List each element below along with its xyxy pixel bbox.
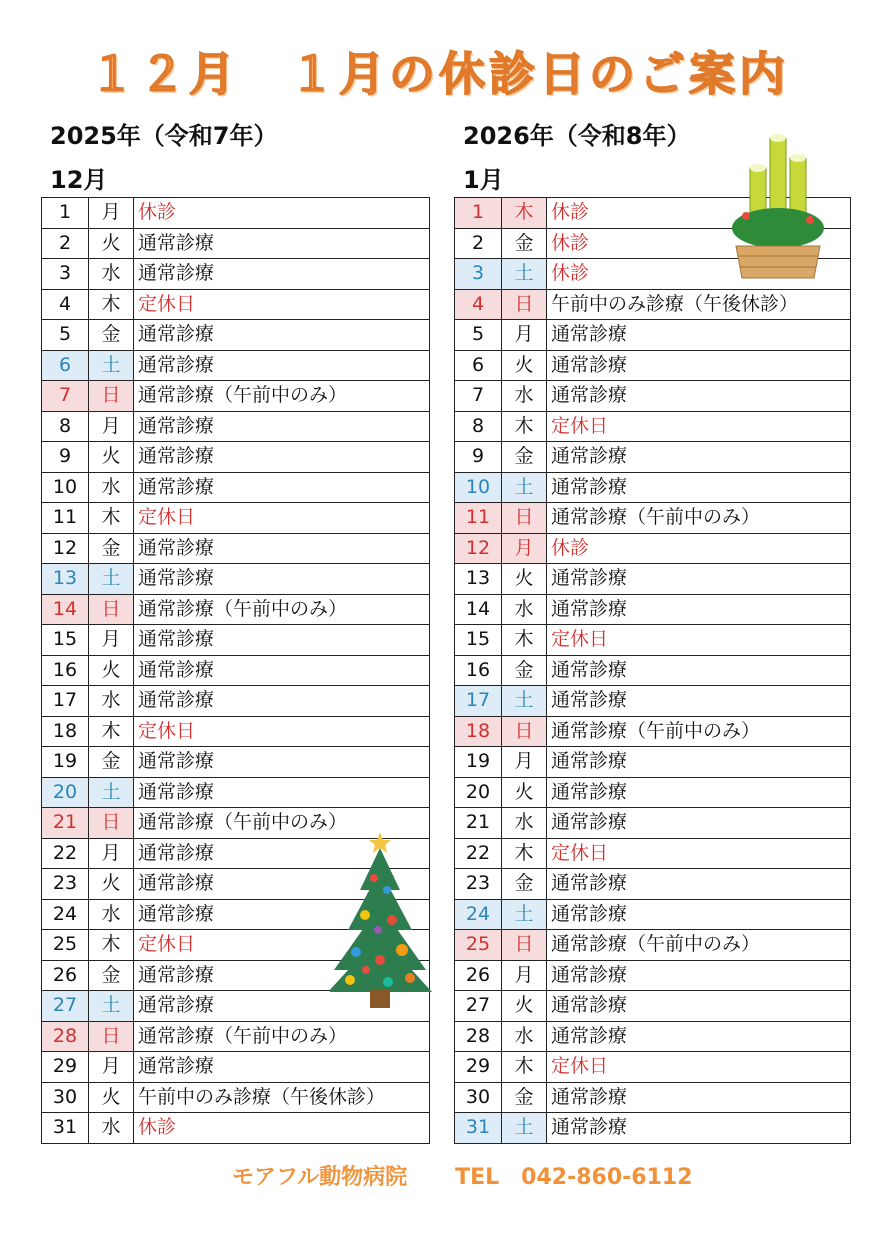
table-row — [455, 1082, 851, 1113]
day-cell: 31 — [455, 1113, 502, 1144]
weekday-cell: 金 — [89, 533, 134, 564]
weekday-cell: 木 — [502, 625, 547, 656]
status-cell: 通常診療（午前中のみ） — [134, 1021, 430, 1052]
status-cell: 通常診療 — [134, 655, 430, 686]
table-row — [455, 930, 851, 961]
table-row — [42, 533, 430, 564]
day-cell: 3 — [455, 259, 502, 290]
table-row — [42, 716, 430, 747]
table-row — [455, 960, 851, 991]
weekday-cell: 火 — [502, 991, 547, 1022]
table-row — [42, 472, 430, 503]
status-cell: 定休日 — [134, 289, 430, 320]
status-cell: 定休日 — [547, 411, 851, 442]
weekday-cell: 木 — [89, 930, 134, 961]
status-cell: 通常診療 — [547, 808, 851, 839]
status-cell: 通常診療 — [134, 686, 430, 717]
table-row — [455, 594, 851, 625]
weekday-cell: 土 — [502, 686, 547, 717]
status-cell: 通常診療 — [547, 960, 851, 991]
status-cell: 通常診療 — [134, 960, 430, 991]
weekday-cell: 火 — [502, 564, 547, 595]
status-cell: 通常診療 — [547, 991, 851, 1022]
weekday-cell: 水 — [502, 381, 547, 412]
weekday-cell: 金 — [502, 442, 547, 473]
status-cell: 通常診療 — [547, 747, 851, 778]
clinic-phone: TEL 042-860-6112 — [455, 1165, 693, 1190]
day-cell: 22 — [42, 838, 89, 869]
day-cell: 2 — [455, 228, 502, 259]
day-cell: 12 — [455, 533, 502, 564]
status-cell: 通常診療 — [134, 228, 430, 259]
status-cell: 通常診療 — [134, 899, 430, 930]
weekday-cell: 水 — [89, 686, 134, 717]
weekday-cell: 日 — [89, 1021, 134, 1052]
table-row — [455, 869, 851, 900]
weekday-cell: 土 — [502, 472, 547, 503]
day-cell: 17 — [455, 686, 502, 717]
weekday-cell: 土 — [89, 991, 134, 1022]
table-row — [455, 533, 851, 564]
weekday-cell: 水 — [502, 808, 547, 839]
status-cell: 通常診療 — [134, 838, 430, 869]
day-cell: 24 — [42, 899, 89, 930]
table-row — [42, 411, 430, 442]
clinic-name: モアフル動物病院 — [232, 1165, 408, 1190]
status-cell: 通常診療 — [547, 442, 851, 473]
status-cell: 通常診療 — [547, 472, 851, 503]
day-cell: 28 — [42, 1021, 89, 1052]
day-cell: 23 — [42, 869, 89, 900]
day-cell: 31 — [42, 1113, 89, 1144]
weekday-cell: 水 — [89, 899, 134, 930]
status-cell: 通常診療 — [547, 777, 851, 808]
table-row — [455, 777, 851, 808]
weekday-cell: 水 — [89, 259, 134, 290]
status-cell: 通常診療 — [547, 320, 851, 351]
day-cell: 6 — [455, 350, 502, 381]
table-row — [455, 289, 851, 320]
status-cell: 通常診療 — [134, 991, 430, 1022]
table-row — [455, 503, 851, 534]
status-cell: 通常診療 — [547, 655, 851, 686]
weekday-cell: 火 — [89, 228, 134, 259]
day-cell: 26 — [42, 960, 89, 991]
page-title: １２月 １月の休診日のご案内 — [89, 47, 789, 101]
weekday-cell: 日 — [502, 289, 547, 320]
day-cell: 5 — [455, 320, 502, 351]
weekday-cell: 日 — [89, 381, 134, 412]
day-cell: 4 — [42, 289, 89, 320]
day-cell: 15 — [42, 625, 89, 656]
status-cell: 通常診療（午前中のみ） — [134, 808, 430, 839]
day-cell: 4 — [455, 289, 502, 320]
day-cell: 6 — [42, 350, 89, 381]
day-cell: 3 — [42, 259, 89, 290]
weekday-cell: 水 — [89, 1113, 134, 1144]
weekday-cell: 月 — [89, 838, 134, 869]
table-row — [42, 198, 430, 229]
weekday-cell: 木 — [502, 411, 547, 442]
table-row — [455, 320, 851, 351]
weekday-cell: 日 — [89, 808, 134, 839]
status-cell: 通常診療 — [134, 777, 430, 808]
table-row — [42, 655, 430, 686]
weekday-cell: 木 — [502, 198, 547, 229]
table-row — [455, 472, 851, 503]
day-cell: 21 — [455, 808, 502, 839]
status-cell: 定休日 — [547, 838, 851, 869]
weekday-cell: 月 — [502, 533, 547, 564]
status-cell: 通常診療（午前中のみ） — [134, 381, 430, 412]
day-cell: 9 — [455, 442, 502, 473]
status-cell: 通常診療 — [134, 625, 430, 656]
status-cell: 通常診療 — [547, 1021, 851, 1052]
table-row — [455, 350, 851, 381]
day-cell: 13 — [42, 564, 89, 595]
weekday-cell: 金 — [502, 228, 547, 259]
day-cell: 12 — [42, 533, 89, 564]
weekday-cell: 日 — [89, 594, 134, 625]
day-cell: 2 — [42, 228, 89, 259]
table-row — [455, 655, 851, 686]
weekday-cell: 土 — [89, 777, 134, 808]
table-row — [455, 1052, 851, 1083]
status-cell: 通常診療 — [547, 594, 851, 625]
christmas-tree-icon — [330, 830, 434, 1012]
day-cell: 27 — [455, 991, 502, 1022]
status-cell: 休診 — [547, 259, 851, 290]
status-cell: 通常診療（午前中のみ） — [547, 503, 851, 534]
weekday-cell: 月 — [89, 1052, 134, 1083]
day-cell: 7 — [42, 381, 89, 412]
table-row — [42, 228, 430, 259]
day-cell: 14 — [42, 594, 89, 625]
day-cell: 28 — [455, 1021, 502, 1052]
status-cell: 通常診療 — [134, 472, 430, 503]
table-row — [455, 411, 851, 442]
day-cell: 24 — [455, 899, 502, 930]
weekday-cell: 火 — [502, 777, 547, 808]
table-row — [455, 1113, 851, 1144]
day-cell: 16 — [455, 655, 502, 686]
weekday-cell: 金 — [89, 960, 134, 991]
day-cell: 17 — [42, 686, 89, 717]
table-row — [42, 381, 430, 412]
table-row — [455, 381, 851, 412]
status-cell: 通常診療 — [134, 533, 430, 564]
status-cell: 定休日 — [547, 1052, 851, 1083]
day-cell: 10 — [42, 472, 89, 503]
status-cell: 休診 — [134, 198, 430, 229]
status-cell: 通常診療 — [134, 350, 430, 381]
weekday-cell: 火 — [502, 350, 547, 381]
day-cell: 20 — [42, 777, 89, 808]
january-schedule-table — [454, 197, 851, 1144]
day-cell: 30 — [455, 1082, 502, 1113]
weekday-cell: 金 — [89, 320, 134, 351]
day-cell: 1 — [455, 198, 502, 229]
weekday-cell: 木 — [502, 1052, 547, 1083]
weekday-cell: 水 — [502, 1021, 547, 1052]
status-cell: 定休日 — [134, 716, 430, 747]
weekday-cell: 月 — [89, 198, 134, 229]
day-cell: 11 — [455, 503, 502, 534]
table-row — [455, 686, 851, 717]
table-row — [42, 594, 430, 625]
table-row — [455, 899, 851, 930]
status-cell: 通常診療 — [134, 564, 430, 595]
status-cell: 通常診療（午前中のみ） — [134, 594, 430, 625]
day-cell: 23 — [455, 869, 502, 900]
right-year: 2026年（令和8年） — [463, 122, 691, 150]
weekday-cell: 土 — [502, 1113, 547, 1144]
status-cell: 通常診療（午前中のみ） — [547, 716, 851, 747]
day-cell: 8 — [455, 411, 502, 442]
table-row — [42, 777, 430, 808]
left-month: 12月 — [50, 166, 108, 194]
status-cell: 休診 — [547, 533, 851, 564]
status-cell: 通常診療 — [547, 381, 851, 412]
table-row — [42, 259, 430, 290]
weekday-cell: 月 — [89, 625, 134, 656]
weekday-cell: 月 — [502, 747, 547, 778]
weekday-cell: 火 — [89, 655, 134, 686]
status-cell: 通常診療 — [134, 411, 430, 442]
table-row — [42, 1082, 430, 1113]
weekday-cell: 土 — [502, 259, 547, 290]
weekday-cell: 金 — [89, 747, 134, 778]
table-row — [42, 1113, 430, 1144]
day-cell: 22 — [455, 838, 502, 869]
weekday-cell: 土 — [89, 564, 134, 595]
status-cell: 通常診療 — [547, 1113, 851, 1144]
status-cell: 通常診療 — [134, 869, 430, 900]
weekday-cell: 日 — [502, 716, 547, 747]
table-row — [42, 625, 430, 656]
day-cell: 11 — [42, 503, 89, 534]
table-row — [455, 442, 851, 473]
weekday-cell: 月 — [502, 960, 547, 991]
table-row — [42, 564, 430, 595]
weekday-cell: 金 — [502, 655, 547, 686]
status-cell: 通常診療 — [547, 1082, 851, 1113]
table-row — [455, 716, 851, 747]
status-cell: 通常診療 — [547, 869, 851, 900]
day-cell: 15 — [455, 625, 502, 656]
day-cell: 30 — [42, 1082, 89, 1113]
status-cell: 午前中のみ診療（午後休診） — [134, 1082, 430, 1113]
table-row — [42, 289, 430, 320]
weekday-cell: 月 — [89, 411, 134, 442]
left-year: 2025年（令和7年） — [50, 122, 278, 150]
status-cell: 定休日 — [134, 930, 430, 961]
status-cell: 通常診療 — [134, 259, 430, 290]
status-cell: 休診 — [134, 1113, 430, 1144]
table-row — [42, 320, 430, 351]
day-cell: 25 — [42, 930, 89, 961]
day-cell: 5 — [42, 320, 89, 351]
status-cell: 通常診療 — [547, 686, 851, 717]
table-row — [455, 1021, 851, 1052]
weekday-cell: 火 — [89, 442, 134, 473]
day-cell: 13 — [455, 564, 502, 595]
status-cell: 午前中のみ診療（午後休診） — [547, 289, 851, 320]
weekday-cell: 木 — [89, 716, 134, 747]
status-cell: 定休日 — [547, 625, 851, 656]
weekday-cell: 日 — [502, 930, 547, 961]
weekday-cell: 木 — [89, 289, 134, 320]
day-cell: 21 — [42, 808, 89, 839]
status-cell: 通常診療 — [134, 442, 430, 473]
status-cell: 定休日 — [134, 503, 430, 534]
weekday-cell: 火 — [89, 1082, 134, 1113]
day-cell: 27 — [42, 991, 89, 1022]
status-cell: 通常診療 — [547, 899, 851, 930]
status-cell: 通常診療 — [134, 747, 430, 778]
weekday-cell: 木 — [89, 503, 134, 534]
weekday-cell: 土 — [502, 899, 547, 930]
day-cell: 19 — [42, 747, 89, 778]
day-cell: 26 — [455, 960, 502, 991]
table-row — [455, 747, 851, 778]
table-row — [42, 1052, 430, 1083]
day-cell: 8 — [42, 411, 89, 442]
table-row — [42, 1021, 430, 1052]
day-cell: 29 — [42, 1052, 89, 1083]
status-cell: 通常診療 — [134, 320, 430, 351]
table-row — [455, 838, 851, 869]
kadomatsu-icon — [728, 128, 828, 284]
weekday-cell: 水 — [502, 594, 547, 625]
status-cell: 休診 — [547, 228, 851, 259]
table-row — [455, 625, 851, 656]
day-cell: 1 — [42, 198, 89, 229]
table-row — [455, 991, 851, 1022]
status-cell: 通常診療 — [134, 1052, 430, 1083]
table-row — [42, 503, 430, 534]
table-row — [42, 442, 430, 473]
day-cell: 14 — [455, 594, 502, 625]
weekday-cell: 金 — [502, 1082, 547, 1113]
table-row — [42, 686, 430, 717]
day-cell: 16 — [42, 655, 89, 686]
weekday-cell: 月 — [502, 320, 547, 351]
day-cell: 18 — [42, 716, 89, 747]
status-cell: 通常診療 — [547, 564, 851, 595]
weekday-cell: 木 — [502, 838, 547, 869]
day-cell: 19 — [455, 747, 502, 778]
right-month: 1月 — [463, 166, 504, 194]
table-row — [42, 747, 430, 778]
day-cell: 9 — [42, 442, 89, 473]
day-cell: 18 — [455, 716, 502, 747]
day-cell: 7 — [455, 381, 502, 412]
weekday-cell: 水 — [89, 472, 134, 503]
table-row — [455, 564, 851, 595]
status-cell: 通常診療 — [547, 350, 851, 381]
footer — [232, 1160, 693, 1191]
weekday-cell: 金 — [502, 869, 547, 900]
weekday-cell: 土 — [89, 350, 134, 381]
day-cell: 29 — [455, 1052, 502, 1083]
status-cell: 休診 — [547, 198, 851, 229]
weekday-cell: 火 — [89, 869, 134, 900]
table-row — [42, 350, 430, 381]
day-cell: 25 — [455, 930, 502, 961]
day-cell: 20 — [455, 777, 502, 808]
day-cell: 10 — [455, 472, 502, 503]
table-row — [455, 808, 851, 839]
status-cell: 通常診療（午前中のみ） — [547, 930, 851, 961]
weekday-cell: 日 — [502, 503, 547, 534]
